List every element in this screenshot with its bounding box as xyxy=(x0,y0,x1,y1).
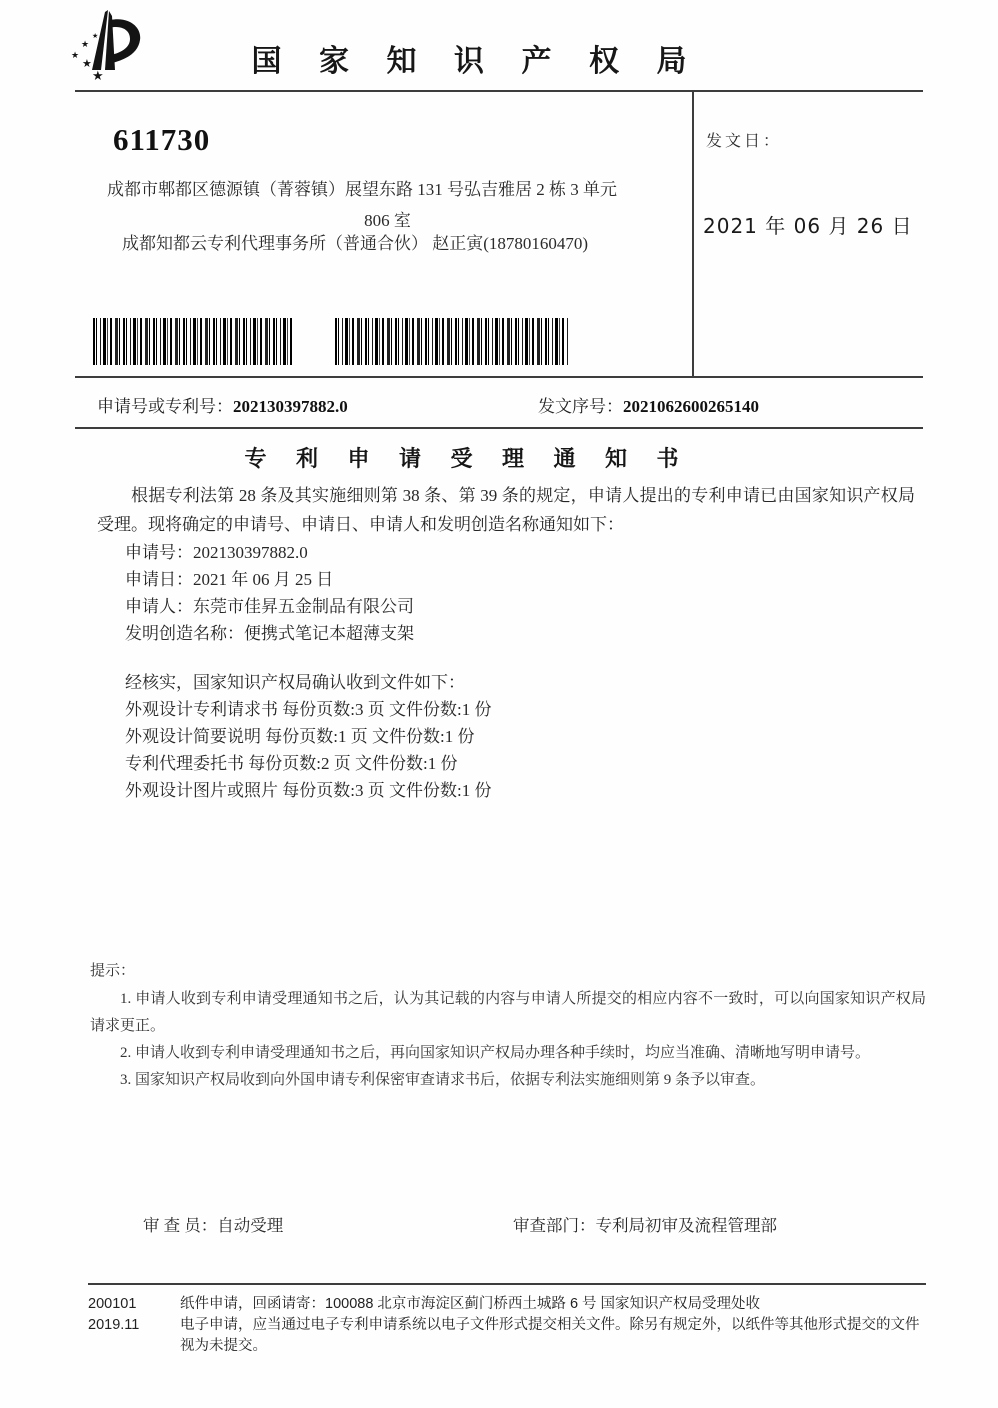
footer-code-1: 200101 xyxy=(88,1296,137,1312)
address-box-bottom-divider xyxy=(75,376,923,378)
field-value: 便携式笔记本超薄支架 xyxy=(244,624,414,643)
application-number-label: 申请号或专利号： xyxy=(97,397,233,416)
recipient-address xyxy=(100,176,675,235)
footer-note-2: 电子申请，应当通过电子专利申请系统以电子文件形式提交相关文件。除另有规定外，以纸件等其他形式提交的文件视为未提交。 xyxy=(180,1317,920,1354)
tip-item: 1. 申请人收到专利申请受理通知书之后，认为其记载的内容与申请人所提交的相应内容不一致时，可以向国家知识产权局请求更正。 xyxy=(90,991,926,1034)
footer-notes xyxy=(180,1294,926,1357)
received-file-item: 外观设计图片或照片 每份页数:3 页 文件份数:1 份 xyxy=(125,781,492,800)
received-files-block xyxy=(125,669,491,804)
application-fields xyxy=(125,539,414,647)
dispatch-serial-value: 2021062600265140 xyxy=(623,397,759,416)
numbers-row xyxy=(97,392,917,417)
header-divider xyxy=(75,90,923,92)
address-line-1: 成都市郫都区德源镇（菁蓉镇）展望东路 131 号弘吉雅居 2 栋 3 单元 xyxy=(107,180,617,199)
tips-block xyxy=(90,958,926,1094)
field-value: 东莞市佳昇五金制品有限公司 xyxy=(193,597,414,616)
field-value: 2021 年 06 月 25 日 xyxy=(193,570,334,589)
star-icon: ★ xyxy=(92,32,99,40)
received-file-item: 外观设计专利请求书 每份页数:3 页 文件份数:1 份 xyxy=(125,700,492,719)
footer-codes xyxy=(88,1294,139,1336)
issue-date-label: 发文日： xyxy=(706,133,783,150)
postal-code: 611730 xyxy=(113,122,211,157)
received-file-item: 专利代理委托书 每份页数:2 页 文件份数:1 份 xyxy=(125,754,458,773)
star-icon: ★ xyxy=(82,58,92,70)
footer-note-1: 纸件申请，回函请寄：100088 北京市海淀区蓟门桥西土城路 6 号 国家知识产权局受理处收 xyxy=(180,1296,761,1312)
field-label: 申请日： xyxy=(125,570,193,589)
footer-divider xyxy=(88,1283,926,1285)
tip-item: 3. 国家知识产权局收到向外国申请专利保密审查请求书后，依据专利法实施细则第 9 条予以审查。 xyxy=(120,1072,766,1088)
field-label: 申请人： xyxy=(125,597,193,616)
field-value: 202130397882.0 xyxy=(193,543,308,562)
issue-date-box-divider xyxy=(692,90,694,376)
dispatch-serial-group xyxy=(538,392,759,417)
field-row xyxy=(125,539,414,566)
signoff-row xyxy=(143,1212,923,1236)
footer-code-2: 2019.11 xyxy=(88,1317,140,1333)
address-line-2: 806 室 xyxy=(364,211,411,230)
department-label: 审查部门： xyxy=(513,1216,596,1235)
barcode-left xyxy=(93,318,294,365)
star-icon: ★ xyxy=(81,39,90,49)
notice-intro: 根据专利法第 28 条及其实施细则第 38 条、第 39 条的规定，申请人提出的专利申请已由国家知识产权局受理。现将确定的申请号、申请日、申请人和发明创造名称通知如下： xyxy=(97,486,915,534)
issue-date-value: 2021 年 06 月 26 日 xyxy=(703,214,913,238)
received-intro: 经核实，国家知识产权局确认收到文件如下： xyxy=(125,673,465,692)
field-row xyxy=(125,593,414,620)
received-file-item: 外观设计简要说明 每份页数:1 页 文件份数:1 份 xyxy=(125,727,475,746)
field-row xyxy=(125,566,414,593)
examiner-label: 审 查 员： xyxy=(143,1216,218,1235)
dispatch-serial-label: 发文序号： xyxy=(538,397,623,416)
numbers-row-divider xyxy=(75,427,923,429)
barcode-right xyxy=(335,318,568,365)
star-icon: ★ xyxy=(71,50,80,60)
field-label: 申请号： xyxy=(125,543,193,562)
star-icon: ★ xyxy=(92,68,104,83)
agent-line: 成都知都云专利代理事务所（普通合伙） 赵正寅(18780160470) xyxy=(122,234,589,253)
notice-title: 专 利 申 请 受 理 通 知 书 xyxy=(244,446,691,471)
department-value: 专利局初审及流程管理部 xyxy=(595,1216,777,1235)
tip-item: 2. 申请人收到专利申请受理通知书之后，再向国家知识产权局办理各种手续时，均应当准确、清晰地写明申请号。 xyxy=(120,1045,871,1061)
department-group xyxy=(513,1212,777,1236)
application-number-value: 202130397882.0 xyxy=(233,397,348,416)
agency-title: 国 家 知 识 产 权 局 xyxy=(251,45,702,78)
examiner-value: 自动受理 xyxy=(217,1216,284,1235)
tips-title: 提示： xyxy=(90,963,136,979)
field-label: 发明创造名称： xyxy=(125,624,244,643)
field-row xyxy=(125,620,414,647)
